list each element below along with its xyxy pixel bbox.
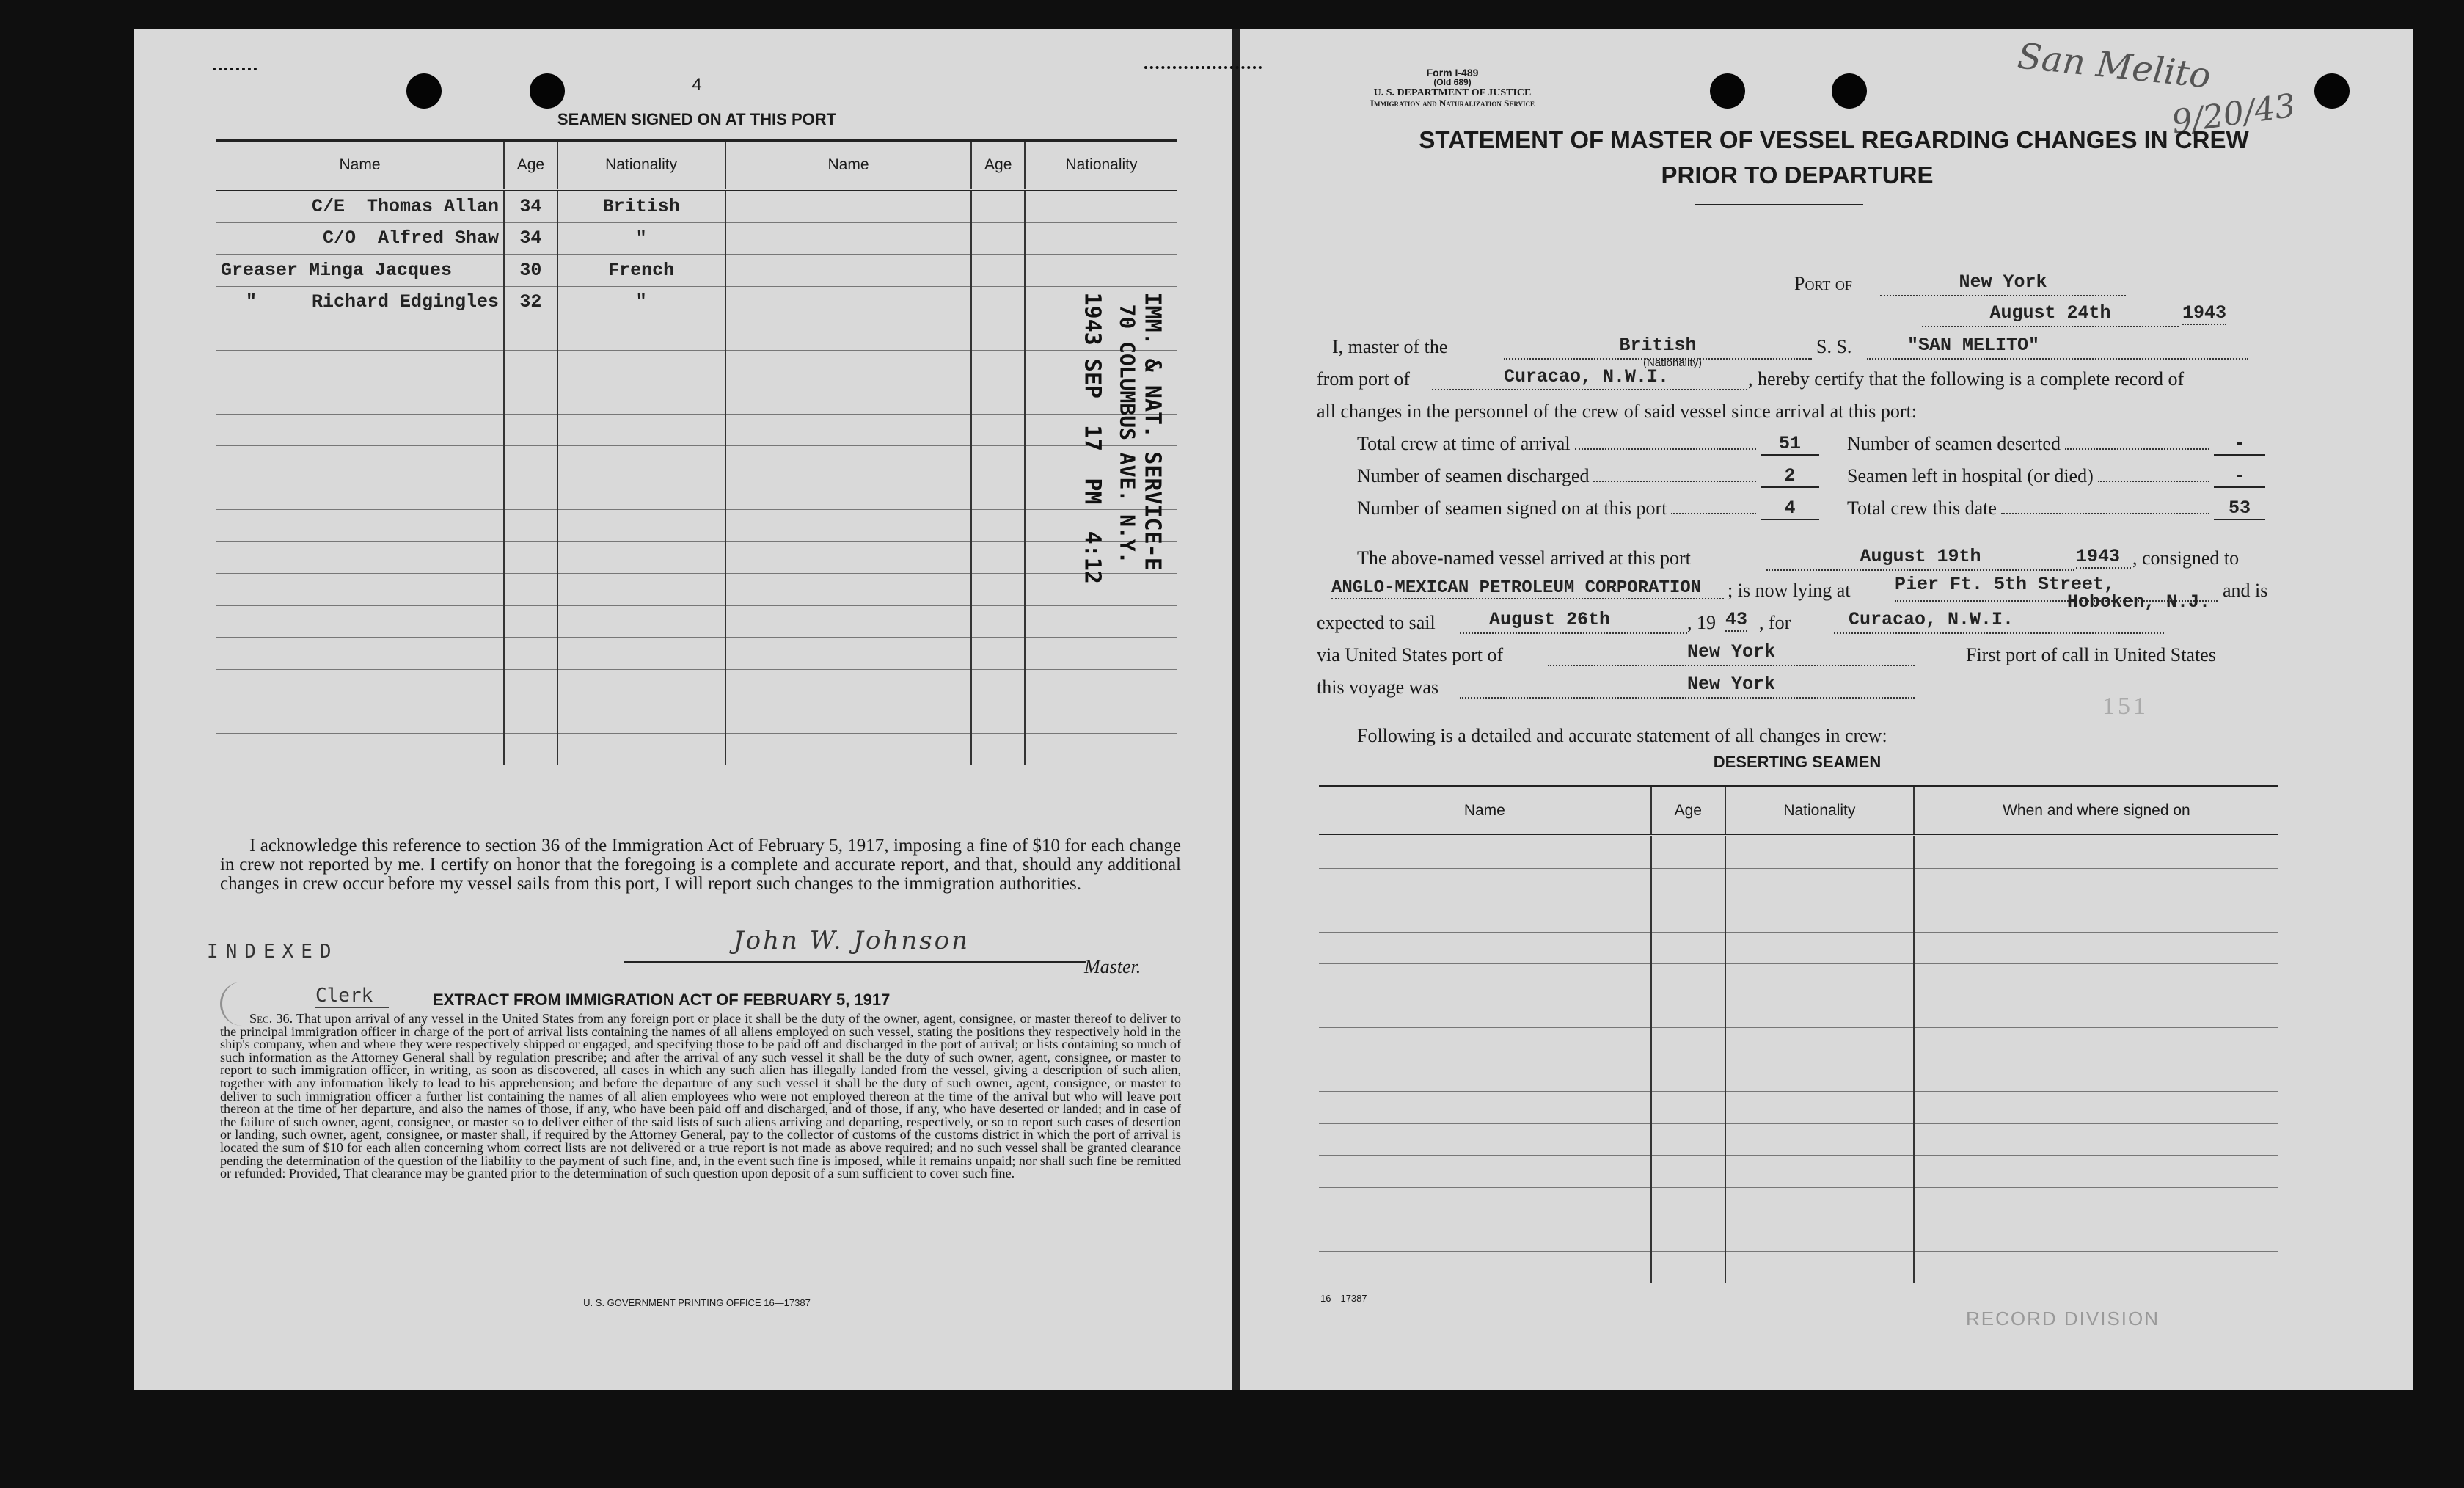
voyage-text: this voyage was — [1317, 676, 1439, 698]
table-row — [1319, 1092, 2278, 1124]
arrived-year: 1943 — [2076, 546, 2131, 569]
stat-value: 51 — [1761, 433, 1819, 456]
from-port-value: Curacao, N.W.I. — [1504, 366, 1670, 387]
seaman-name: " Richard Edgingles — [216, 286, 504, 318]
table-row — [216, 446, 1177, 478]
for-text: , for — [1759, 612, 1791, 633]
col-header-name: Name — [725, 141, 972, 190]
changes-text: all changes in the personnel of the crew of said vessel since arrival at this port: — [1317, 401, 1918, 422]
table-row — [216, 541, 1177, 574]
stat-value: 4 — [1761, 497, 1819, 520]
table-row — [216, 350, 1177, 382]
stat-row — [1847, 433, 2265, 456]
extract-title: EXTRACT FROM IMMIGRATION ACT OF FEBRUARY 5, 1917 — [433, 991, 891, 1009]
punch-hole — [1710, 73, 1745, 109]
form-old-number: (Old 689) — [1433, 77, 1472, 87]
seaman-nationality: " — [557, 222, 725, 255]
following-text: Following is a detailed and accurate statement of all changes in crew: — [1357, 725, 1887, 746]
seaman-age: 30 — [504, 255, 557, 287]
deserting-title: DESERTING SEAMEN — [1713, 753, 1882, 771]
stamp-line: 70 COLUMBUS AVE. N.Y. — [1115, 304, 1140, 564]
stat-value: 2 — [1761, 465, 1819, 488]
signature-line — [624, 961, 1086, 963]
record-division-stamp: RECORD DIVISION — [1966, 1308, 2160, 1330]
lying-text: ; is now lying at — [1728, 580, 1851, 601]
seaman-age: 32 — [504, 286, 557, 318]
received-stamp — [1080, 293, 1166, 616]
lying-at-line2: Hoboken, N.J. — [2067, 591, 2211, 613]
col-header-age: Age — [504, 141, 557, 190]
title-rule — [1695, 204, 1863, 205]
table-row — [1319, 1028, 2278, 1060]
table-row — [1319, 836, 2278, 869]
seaman-age: 34 — [504, 190, 557, 223]
ship-name: "SAN MELITO" — [1907, 335, 2040, 356]
vessel-nationality: British — [1619, 335, 1697, 356]
ss-label: S. S. — [1816, 336, 1852, 357]
table-row — [216, 286, 1177, 318]
stat-label: Total crew at time of arrival — [1357, 433, 1571, 454]
gpo-imprint: U. S. GOVERNMENT PRINTING OFFICE 16—17387 — [583, 1297, 811, 1308]
table-row — [216, 222, 1177, 255]
via-text: via United States port of — [1317, 644, 1504, 665]
table-row — [216, 733, 1177, 765]
table-row — [1319, 932, 2278, 964]
table-row — [216, 318, 1177, 351]
stat-label: Number of seamen deserted — [1847, 433, 2061, 454]
seaman-name: C/E Thomas Allan — [216, 190, 504, 223]
consignee: ANGLO-MEXICAN PETROLEUM CORPORATION — [1331, 578, 1724, 599]
deserting-table — [1319, 785, 2278, 1283]
stat-label: Number of seamen discharged — [1357, 465, 1590, 486]
sail-date: August 26th — [1489, 609, 1611, 630]
table-row — [1319, 1123, 2278, 1156]
sail-year-prefix: , 19 — [1687, 612, 1716, 633]
seaman-nationality: French — [557, 255, 725, 287]
table-row — [1319, 1251, 2278, 1283]
extract-body — [220, 1013, 1181, 1181]
and-is-text: and is — [2223, 580, 2268, 601]
handwritten-date: 9/20/43 — [2169, 87, 2298, 142]
first-port-text: First port of call in United States — [1966, 644, 2216, 665]
punch-hole — [2314, 73, 2350, 109]
stat-row — [1847, 497, 2265, 520]
seaman-age: 34 — [504, 222, 557, 255]
stamp-line: IMM. & NAT. SERVICE-E — [1139, 292, 1166, 571]
table-row — [1319, 1219, 2278, 1252]
page-gutter — [1232, 29, 1240, 1390]
signed-on-table — [216, 139, 1177, 765]
table-row — [216, 605, 1177, 638]
extract-section: Sec. 36. — [249, 1011, 293, 1026]
table-row — [216, 638, 1177, 670]
stat-row — [1357, 465, 1819, 488]
form-number: Form I-489 — [1426, 67, 1479, 79]
port-label: Port of — [1794, 273, 1852, 294]
table-row — [1319, 1187, 2278, 1219]
nationality-caption: (Nationality) — [1642, 357, 1703, 369]
voyage-port: New York — [1686, 674, 1776, 695]
seaman-name: C/O Alfred Shaw — [216, 222, 504, 255]
master-signature: John W. Johnson — [734, 926, 970, 955]
stat-value: 53 — [2214, 497, 2265, 520]
table-row — [1319, 900, 2278, 933]
certify-text: , hereby certify that the following is a complete record of — [1748, 368, 2185, 390]
sail-destination: Curacao, N.W.I. — [1849, 609, 2014, 630]
stat-label: Seamen left in hospital (or died) — [1847, 465, 2094, 486]
table-row — [216, 669, 1177, 701]
col-header-age: Age — [1651, 787, 1725, 836]
seaman-nationality: British — [557, 190, 725, 223]
form-footer-code: 16—17387 — [1320, 1293, 1367, 1304]
report-date: August 24th — [1989, 302, 2111, 324]
col-header-nationality: Nationality — [557, 141, 725, 190]
table-row — [1319, 1060, 2278, 1092]
arrived-text: The above-named vessel arrived at this port — [1357, 547, 1691, 569]
table-row — [216, 510, 1177, 542]
port-value: New York — [1959, 271, 2047, 293]
table-row — [1319, 964, 2278, 996]
table-row — [216, 382, 1177, 415]
col-header-name: Name — [1319, 787, 1651, 836]
consigned-text: , consigned to — [2132, 547, 2240, 569]
stat-value: - — [2214, 433, 2265, 456]
table-row — [216, 255, 1177, 287]
report-year: 1943 — [2182, 302, 2227, 324]
punch-hole — [530, 73, 565, 109]
table-row — [216, 701, 1177, 734]
table-row — [1319, 868, 2278, 900]
from-port-label: from port of — [1317, 368, 1411, 390]
stat-label: Number of seamen signed on at this port — [1357, 497, 1667, 519]
seaman-nationality: " — [557, 286, 725, 318]
form-title-line1: STATEMENT OF MASTER OF VESSEL REGARDING CHANGES IN CREW — [1419, 126, 2249, 153]
col-header-signed-on: When and where signed on — [1914, 787, 2278, 836]
col-header-nationality: Nationality — [1725, 787, 1914, 836]
edge-mark — [213, 68, 257, 75]
left-title: SEAMEN SIGNED ON AT THIS PORT — [557, 110, 837, 128]
stamp-date: 1943 SEP 17 PM 4:12 — [1079, 292, 1105, 584]
sail-year: 43 — [1725, 609, 1748, 630]
col-header-nationality: Nationality — [1025, 141, 1177, 190]
table-row — [216, 574, 1177, 606]
stat-row — [1357, 433, 1819, 456]
master-of-label: I, master of the — [1332, 336, 1448, 357]
col-header-name: Name — [216, 141, 504, 190]
acknowledgement-text: I acknowledge this reference to section 36 of the Immigration Act of February 5, 1917, imposing a fine of $10 for each change in crew not reported by me. I certify on honor that the foregoing is a complete and accurate report, and that, should any additional changes in crew occur before my vessel sails from this port, I will report such changes to the immigration authorities. — [220, 836, 1181, 894]
agency-block — [1306, 88, 1599, 109]
seaman-name: Greaser Minga Jacques — [216, 255, 504, 287]
punch-hole — [406, 73, 442, 109]
stat-label: Total crew this date — [1847, 497, 1997, 519]
form-title-line2: PRIOR TO DEPARTURE — [1661, 161, 1934, 189]
via-port: New York — [1686, 641, 1776, 663]
expected-text: expected to sail — [1317, 612, 1436, 633]
department-name: U. S. DEPARTMENT OF JUSTICE — [1373, 87, 1532, 98]
stat-row — [1357, 497, 1819, 520]
table-row — [216, 414, 1177, 446]
extract-text: That upon arrival of any vessel in the United States from any foreign port or place it shall be the duty of the owner, agent, consignee, or master thereof to deliver to the principal immigration officer in charge of the port of arrival lists containing the names of all aliens employed on such vessel, stating the positions they respectively hold in the ship's company, when and where they were respectively shipped or engaged, and specifying those to be paid off and discharged in the port of arrival; or lists containing so much of such information as the Attorney General shall by regulation prescribe; and after the arrival of any such vessel it shall be the duty of such owner, agent, consignee, or master to report to such immigration officer, in writing, as soon as discovered, all cases in which any such alien has illegally landed from the vessel, giving a description of such alien, together with any information likely to lead to his apprehension; and before the departure of any such vessel it shall be the duty of such owner, agent, consignee, or master to deliver to such immigration officer a further list containing the names of all alien employees who were not employed thereon at the time of the arrival but who will leave port thereon at the time of her departure, and also the names of those, if any, who have been paid off and discharged, and of those, if any, who have deserted or landed; and in case of the failure of such owner, agent, consignee, or master so to deliver either of the said lists of such aliens arriving and departing, respectively, or so to report such cases of desertion or landing, such owner, agent, consignee, or master shall, if required by the Attorney General, pay to the collector of customs of the customs district in which the port of arrival is located the sum of $10 for each alien concerning whom correct lists are not delivered or a true report is not made as above required; and no such vessel shall be granted clearance pending the determination of the question of the liability to the payment of such fine, and, in the event such fine is imposed, while it remains unpaid; nor shall such fine be remitted or refunded: Provided, That clearance may be granted prior to the determination of such question upon deposit of a sum sufficient to cover such fine. — [220, 1011, 1181, 1181]
clerk-label: Clerk — [315, 985, 389, 1008]
master-label: Master. — [1084, 956, 1141, 977]
edge-mark — [1144, 66, 1262, 73]
lying-at-line1: Pier Ft. 5th Street, — [1895, 574, 2116, 595]
faint-stamp-number: 151 — [2102, 693, 2149, 720]
table-row — [1319, 996, 2278, 1028]
punch-hole — [1832, 73, 1867, 109]
page-number: 4 — [692, 75, 702, 95]
col-header-age: Age — [971, 141, 1025, 190]
stat-value: - — [2214, 465, 2265, 488]
table-row — [1319, 1156, 2278, 1188]
stat-row — [1847, 465, 2265, 488]
arrived-date: August 19th — [1860, 546, 1981, 567]
indexed-stamp: INDEXED — [207, 941, 339, 963]
form-number-block — [1372, 68, 1533, 87]
service-name: Immigration and Naturalization Service — [1370, 98, 1535, 109]
table-row — [216, 190, 1177, 223]
handwritten-ship-name: San Melito — [2015, 35, 2213, 97]
table-row — [216, 478, 1177, 510]
